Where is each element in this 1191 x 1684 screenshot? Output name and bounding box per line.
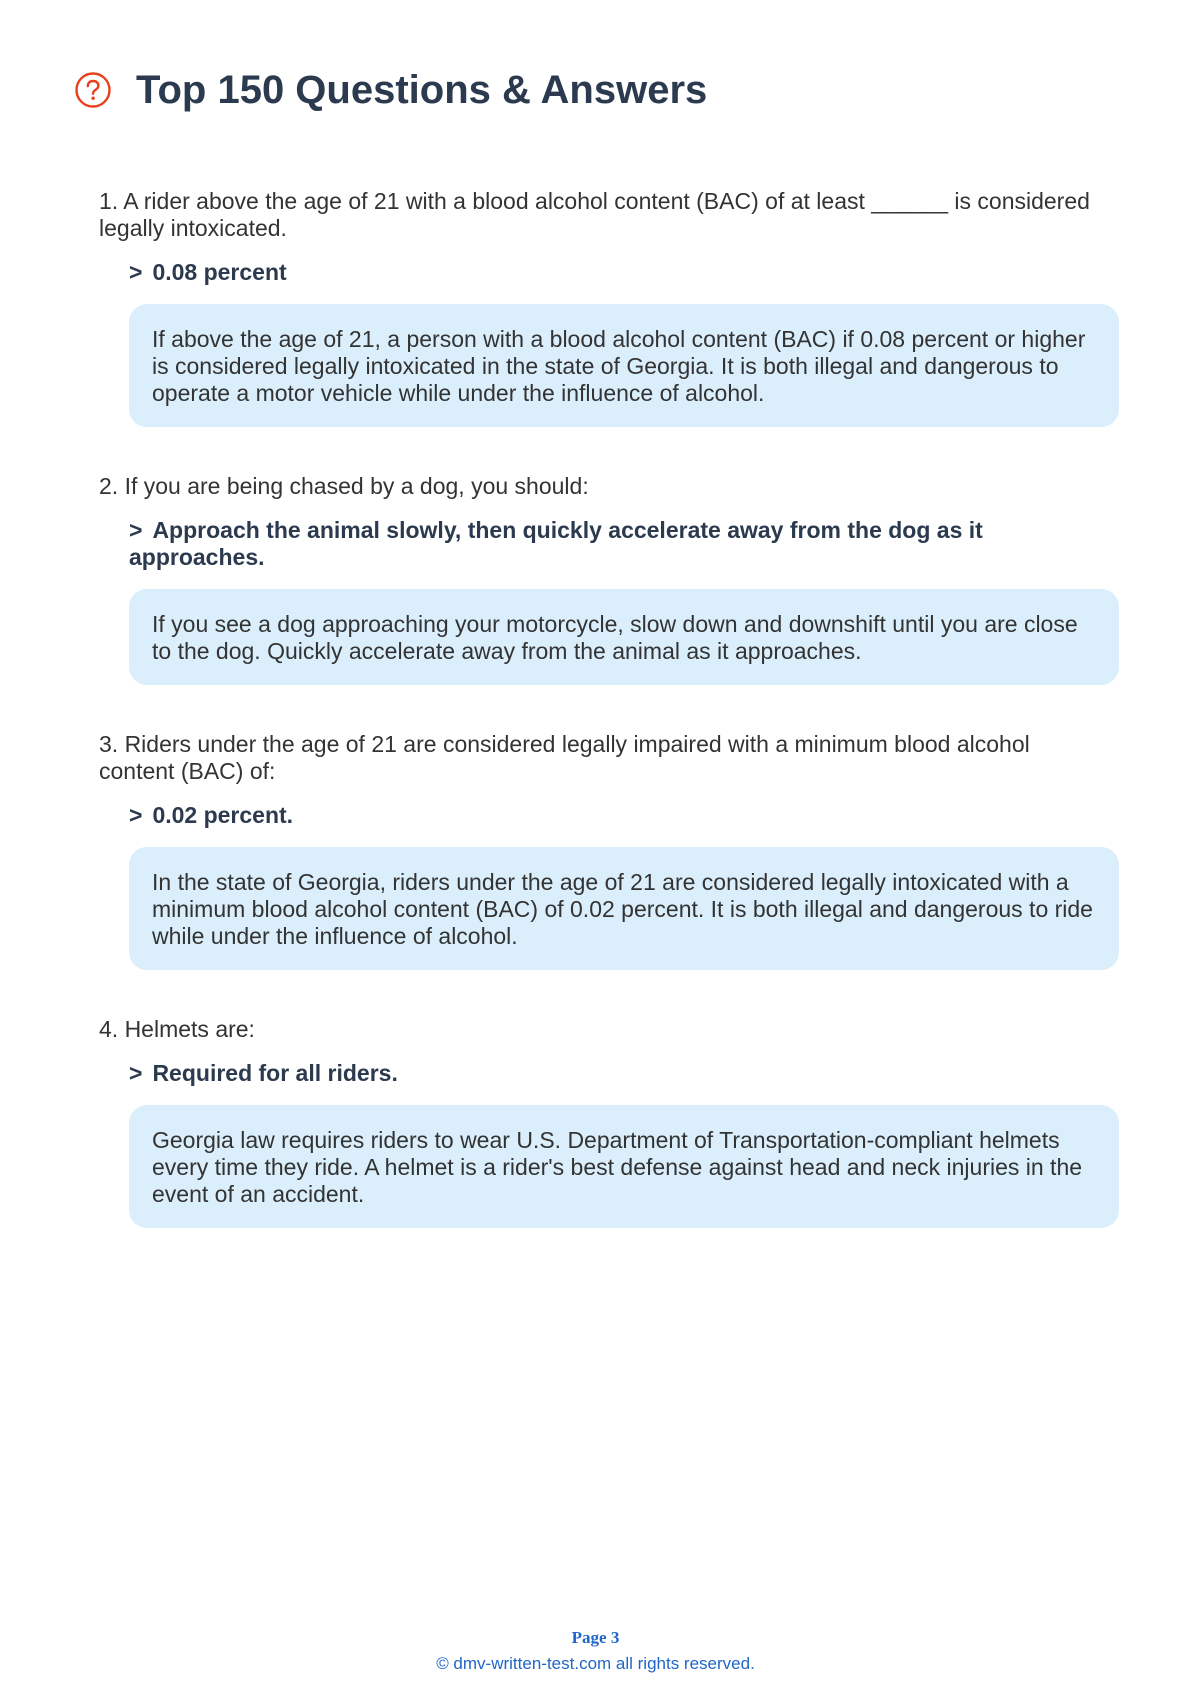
question-text: 1. A rider above the age of 21 with a blood alcohol content (BAC) of at least ______ is considered legally intoxicated.	[99, 188, 1090, 241]
question-item	[99, 731, 1119, 970]
page-title: Top 150 Questions & Answers	[136, 67, 708, 112]
answer-marker: >	[129, 259, 143, 285]
answer-marker: >	[129, 802, 143, 828]
answer-text: 0.02 percent.	[152, 802, 294, 828]
question-text: 3. Riders under the age of 21 are considered legally impaired with a minimum blood alcohol content (BAC) of:	[99, 731, 1030, 784]
question-item	[99, 188, 1119, 427]
answer	[129, 517, 1119, 571]
answer	[129, 1060, 1119, 1087]
page-header	[74, 62, 707, 118]
copyright-link[interactable]: © dmv-written-test.com all rights reserved.	[436, 1654, 755, 1673]
explanation-box: Georgia law requires riders to wear U.S. Department of Transportation-compliant helmets every time they ride. A helmet is a rider's best defense against head and neck injuries in the event of an accident.	[129, 1105, 1119, 1228]
answer	[129, 259, 1119, 286]
answer	[129, 802, 1119, 829]
answer-marker: >	[129, 517, 143, 543]
answer-marker: >	[129, 1060, 143, 1086]
question-text: 4. Helmets are:	[99, 1016, 255, 1042]
explanation-box: If you see a dog approaching your motorcycle, slow down and downshift until you are close to the dog. Quickly accelerate away from the animal as it approaches.	[129, 589, 1119, 685]
explanation-box: In the state of Georgia, riders under the age of 21 are considered legally intoxicated with a minimum blood alcohol content (BAC) of 0.02 percent. It is both illegal and dangerous to ride while under the influence of alcohol.	[129, 847, 1119, 970]
answer-text: 0.08 percent	[152, 259, 287, 285]
question-item	[99, 473, 1119, 685]
answer-text: Approach the animal slowly, then quickly accelerate away from the dog as it approaches.	[129, 517, 983, 570]
page-number: Page 3	[571, 1628, 620, 1647]
question-text: 2. If you are being chased by a dog, you should:	[99, 473, 589, 499]
page-footer	[0, 1628, 1191, 1674]
question-list	[99, 188, 1119, 1274]
explanation-box: If above the age of 21, a person with a blood alcohol content (BAC) if 0.08 percent or higher is considered legally intoxicated in the state of Georgia. It is both illegal and dangerous to operate a motor vehicle while under the influence of alcohol.	[129, 304, 1119, 427]
answer-text: Required for all riders.	[152, 1060, 398, 1086]
question-item	[99, 1016, 1119, 1228]
question-circle-icon	[74, 71, 112, 109]
